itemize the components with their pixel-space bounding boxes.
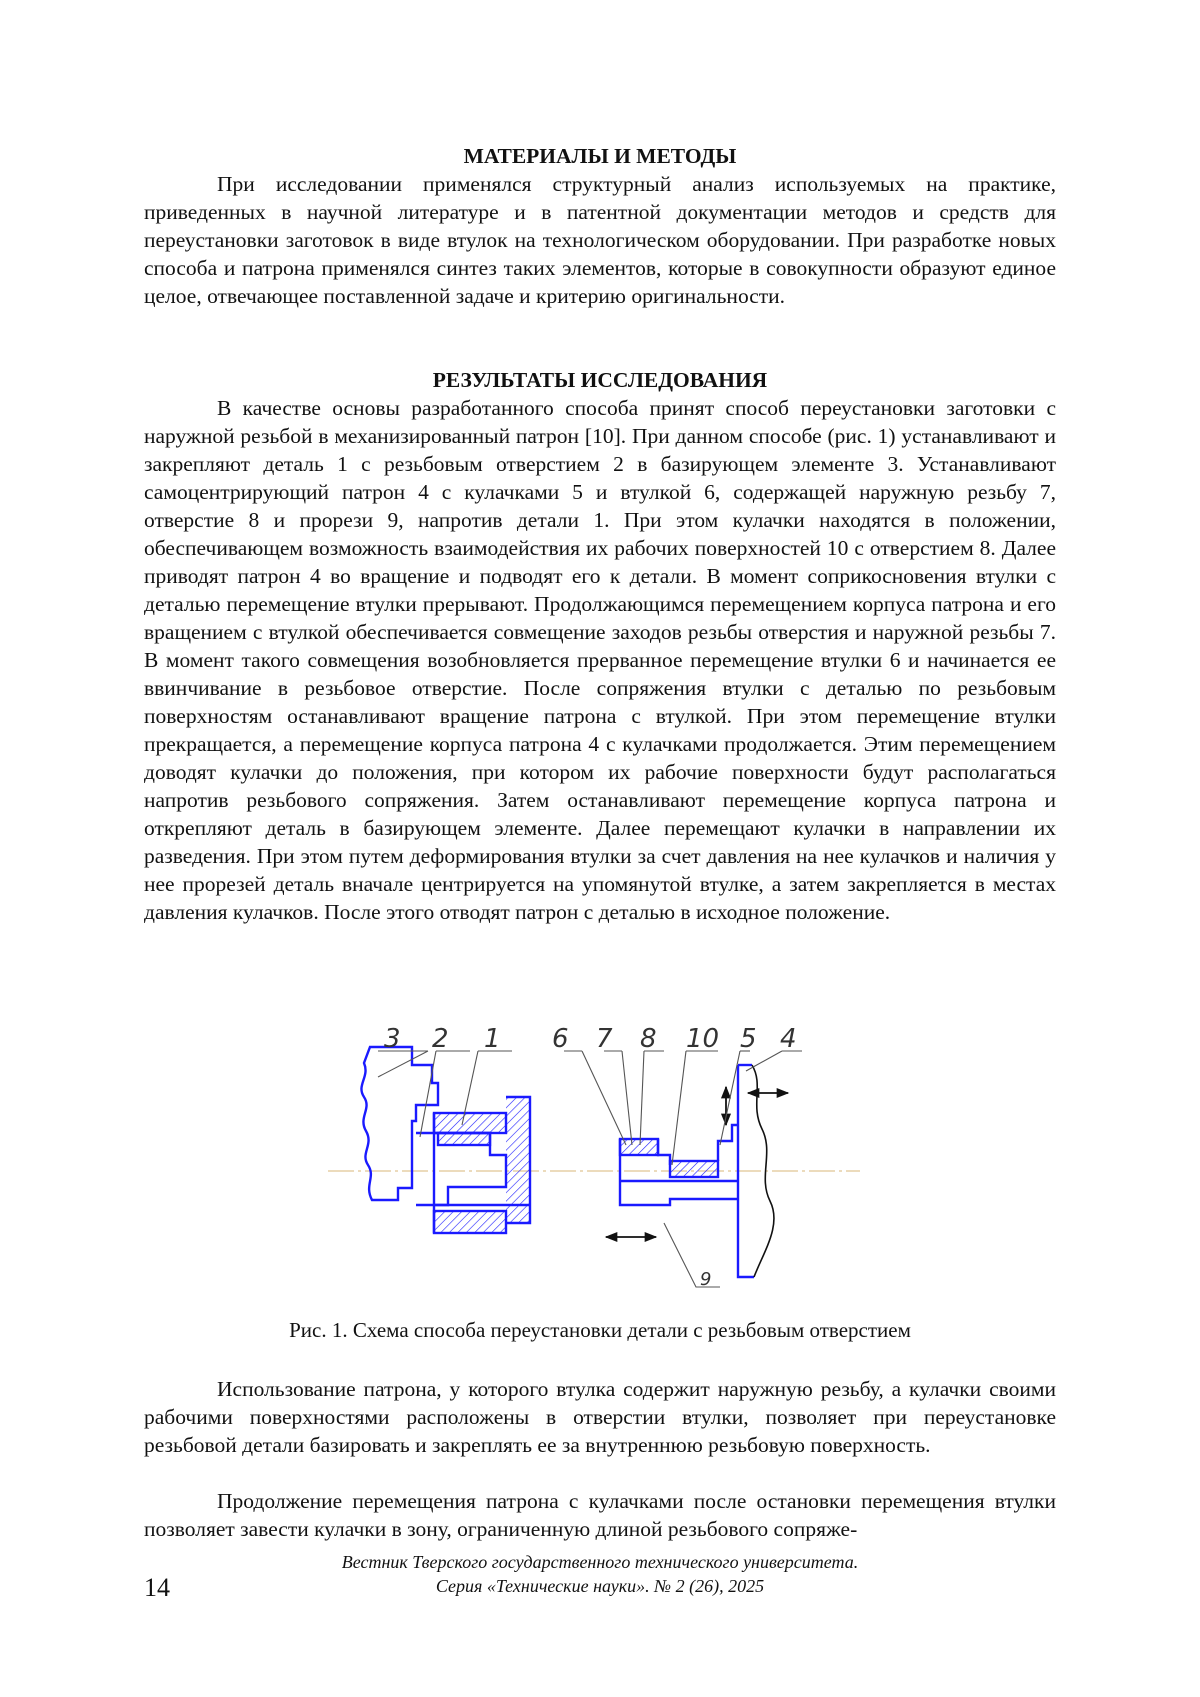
journal-footer-line-2: Серия «Технические науки». № 2 (26), 2025 (144, 1574, 1056, 1598)
base-element-3 (361, 1047, 438, 1200)
results-paragraph: В качестве основы разработанного способа принят способ переустановки заготовки с наружной резьбой в механизированный патрон [10]. При данном способе (рис. 1) устанавливают и закрепляют деталь 1 с резьбовым отверстием 2 в базирующем элементе 3. Устанавливают самоцентрирующий патрон 4 с кулачками 5 и втулкой 6, содержащей наружную резьбу 7, отверстие 8 и прорези 9, напротив детали 1. При этом кулачки находятся в положении, обеспечивающем возможность взаимодействия их рабочих поверхностей 10 с отверстием 8. Далее приводят патрон 4 во вращение и подводят его к детали. В момент соприкосновения втулки с деталью перемещение втулки прерывают. Продолжающимся перемещением корпуса патрона и его вращением с втулкой обеспечивается совмещение заходов резьбы отверстия и наружной резьбы 7. В момент такого совмещения возобновляется прерванное перемещение втулки 6 и начинается ее ввинчивание в резьбовое отверстие. После сопряжения втулки с деталью по резьбовым поверхностям останавливают вращение патрона с втулкой. При этом перемещение втулки прекращается, а перемещение корпуса патрона 4 с кулачками продолжается. Этим перемещением доводят кулачки до положения, при котором их рабочие поверхности будут располагаться напротив резьбового сопряжения. Затем останавливают перемещение корпуса патрона и открепляют деталь в базирующем элементе. Далее перемещают кулачки в направлении их разведения. При этом путем деформирования втулки за счет давления на нее кулачков и наличия у нее прорезей деталь вначале центрируется на упомянутой втулке, а затем закрепляется в местах давления кулачков. После этого отводят патрон с деталью в исходное положение. (144, 394, 1056, 926)
label-6: 6 (552, 1024, 569, 1054)
label-10: 10 (686, 1024, 719, 1054)
label-4: 4 (780, 1024, 797, 1054)
part-1-lower-hatch (434, 1211, 506, 1233)
label-8: 8 (640, 1024, 657, 1054)
jaw-5-hatch (670, 1161, 718, 1177)
materials-paragraph: При исследовании применялся структурный анализ используемых на практике, приведенных в научной литературе и в патентной документации методов и средств для переустановки заготовок в виде втулок на технологическом оборудовании. При разработке новых способа и патрона применялся синтез таких элементов, которые в совокупности образуют единое целое, отвечающее поставленной задаче и критерию оригинальности. (144, 170, 1056, 310)
label-3: 3 (384, 1024, 401, 1054)
post-figure-paragraph-1: Использование патрона, у которого втулка содержит наружную резьбу, а кулачки своими рабочими поверхностями расположены в отверстии втулки, позволяет при переустановке резьбовой детали базировать и закреплять ее за внутреннюю резьбовую поверхность. (144, 1375, 1056, 1459)
figure-1-diagram (320, 1005, 880, 1295)
jaw-5-body (718, 1125, 738, 1161)
journal-footer-line-1: Вестник Тверского государственного технического университета. (144, 1550, 1056, 1574)
page-number: 14 (144, 1573, 170, 1603)
sleeve-6-thread-hatch (620, 1139, 658, 1155)
section-heading-results: РЕЗУЛЬТАТЫ ИССЛЕДОВАНИЯ (144, 366, 1056, 394)
thread-2-hatch (438, 1133, 490, 1145)
label-9: 9 (700, 1269, 711, 1290)
label-7: 7 (596, 1024, 613, 1054)
post-figure-paragraph-2: Продолжение перемещения патрона с кулачками после остановки перемещения втулки позволяет завести кулачки в зону, ограниченную длиной резьбового сопряже- (144, 1487, 1056, 1543)
figure-caption: Рис. 1. Схема способа переустановки детали с резьбовым отверстием (144, 1316, 1056, 1344)
left-assembly (361, 1047, 530, 1233)
sleeve-6-step (658, 1139, 670, 1165)
label-2: 2 (432, 1024, 449, 1054)
label-1: 1 (484, 1024, 501, 1054)
label-5: 5 (740, 1024, 757, 1054)
paper-page (0, 0, 1200, 1697)
part-1-upper-hatch (434, 1113, 506, 1133)
section-heading-materials: МАТЕРИАЛЫ И МЕТОДЫ (144, 142, 1056, 170)
